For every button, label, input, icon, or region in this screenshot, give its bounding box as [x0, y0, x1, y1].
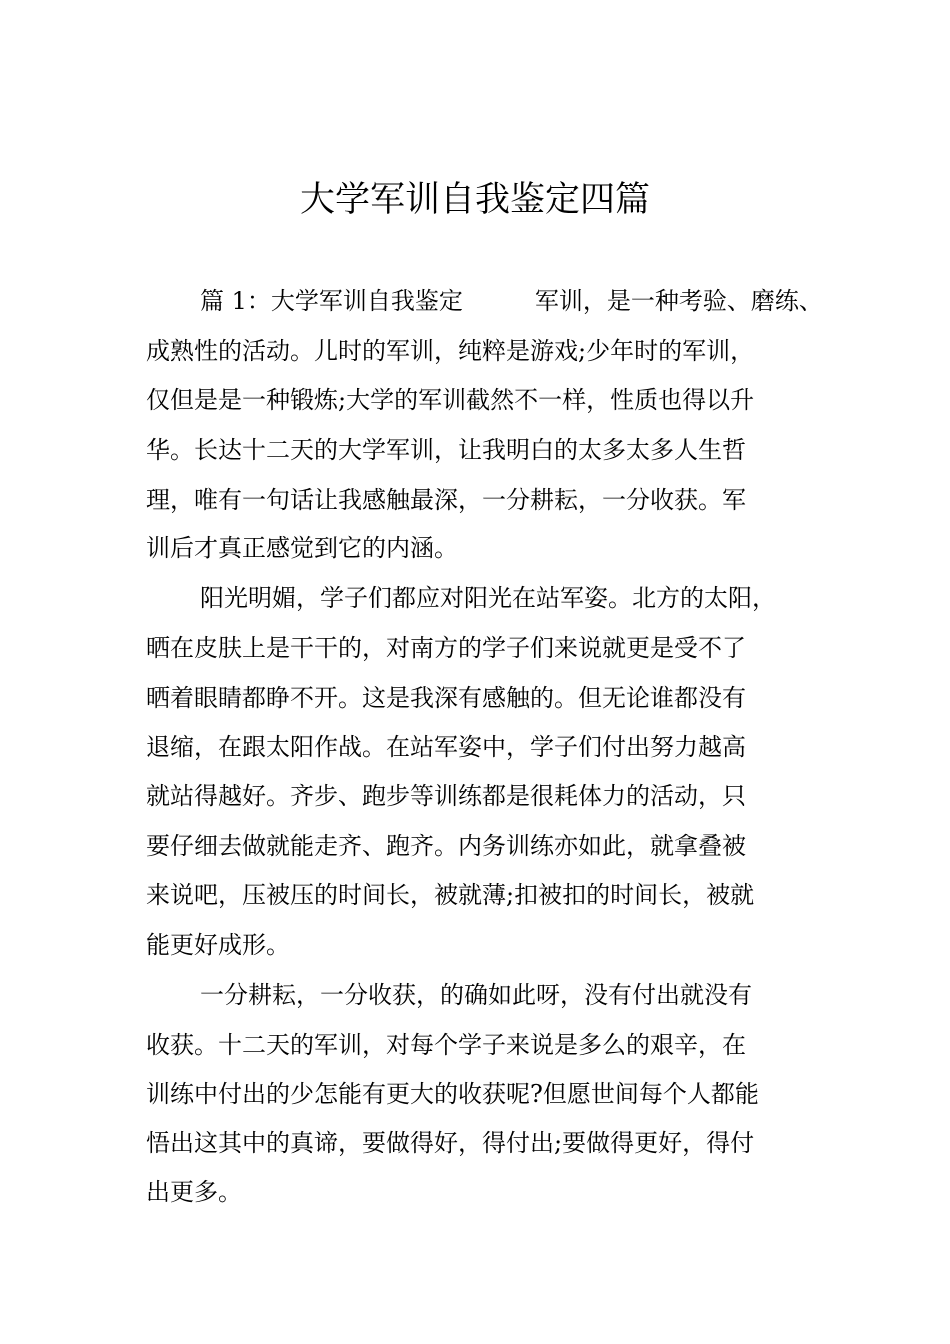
- paragraph-3-line-5: 出更多。: [146, 1178, 242, 1206]
- paragraph-2-line-7: 来说吧，压被压的时间长，被就薄;扣被扣的时间长，被就: [146, 881, 755, 909]
- paragraph-1-line-4: 华。长达十二天的大学军训，让我明白的太多太多人生哲: [146, 436, 746, 464]
- paragraph-2-line-1: 阳光明媚，学子们都应对阳光在站军姿。北方的太阳，: [200, 584, 776, 612]
- paragraph-3-line-1: 一分耕耘，一分收获，的确如此呀，没有付出就没有: [200, 981, 752, 1009]
- paragraph-1-line-3: 仅但是是一种锻炼;大学的军训截然不一样，性质也得以升: [146, 386, 755, 414]
- paragraph-3-line-2: 收获。十二天的军训，对每个学子来说是多么的艰辛，在: [146, 1031, 746, 1059]
- paragraph-2-line-5: 就站得越好。齐步、跑步等训练都是很耗体力的活动，只: [146, 782, 746, 810]
- paragraph-1-line-5: 理，唯有一句话让我感触最深，一分耕耘，一分收获。军: [146, 486, 746, 514]
- paragraph-2-line-3: 晒着眼睛都睁不开。这是我深有感触的。但无论谁都没有: [146, 684, 746, 712]
- paragraph-1-line-6: 训后才真正感觉到它的内涵。: [146, 534, 458, 562]
- paragraph-2-line-8: 能更好成形。: [146, 931, 290, 959]
- paragraph-3-line-3: 训练中付出的少怎能有更大的收获呢?但愿世间每个人都能: [146, 1080, 759, 1108]
- paragraph-3-line-4: 悟出这其中的真谛，要做得好，得付出;要做得更好，得付: [146, 1129, 755, 1157]
- document-title: 大学军训自我鉴定四篇: [299, 180, 650, 220]
- paragraph-2-line-6: 要仔细去做就能走齐、跑齐。内务训练亦如此，就拿叠被: [146, 832, 746, 860]
- paragraph-2-line-2: 晒在皮肤上是干干的，对南方的学子们来说就更是受不了: [146, 634, 746, 662]
- paragraph-1-line-1: 篇 1：大学军训自我鉴定 军训，是一种考验、磨练、: [200, 287, 823, 315]
- paragraph-1-line-2: 成熟性的活动。儿时的军训，纯粹是游戏;少年时的军训，: [146, 337, 755, 365]
- paragraph-2-line-4: 退缩，在跟太阳作战。在站军姿中，学子们付出努力越高: [146, 733, 746, 761]
